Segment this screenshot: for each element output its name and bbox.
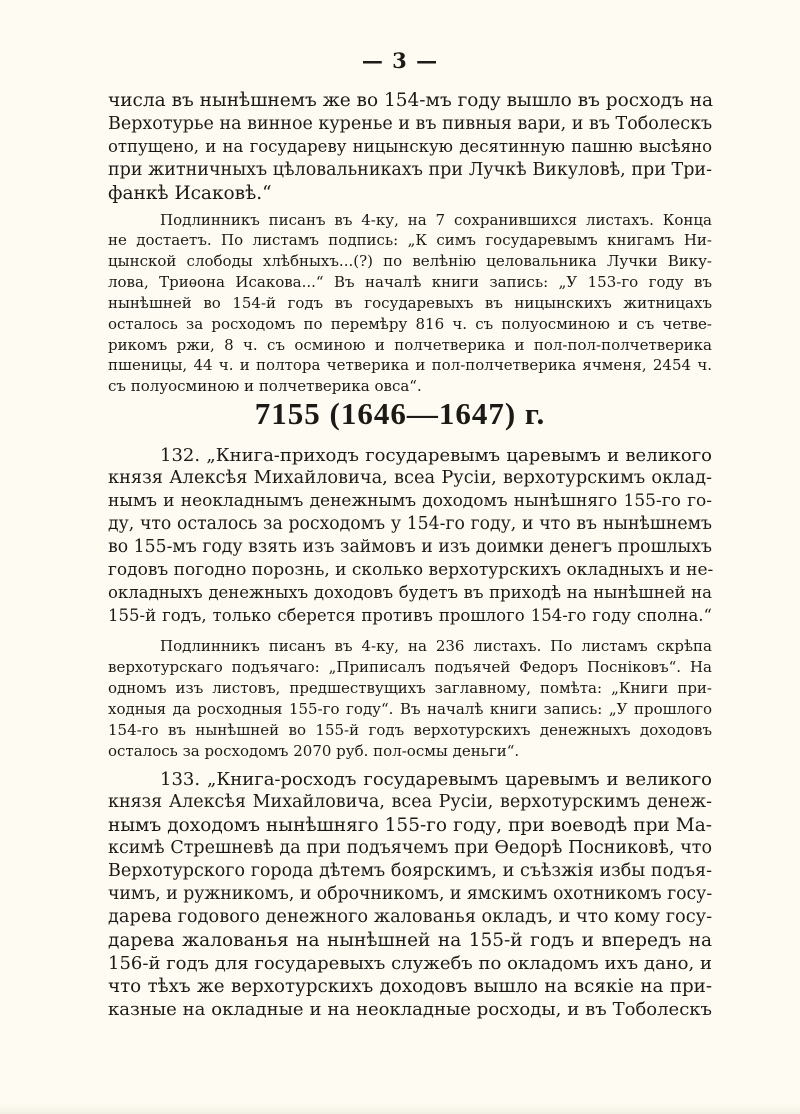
note-line: не достаетъ. По листамъ подпись: „К симъ государевымъ книгамъ Ни- [108, 231, 712, 249]
year-heading: 7155 (1646—1647) г. [254, 396, 546, 431]
entry-line: ду, что осталось за росходомъ у 154-го году, и что въ нынѣшнемъ [108, 514, 712, 534]
note-line: нынѣшней во 154-й годъ въ государевыхъ въ ницынскихъ житницахъ [108, 294, 712, 312]
note-line: осталось за росходомъ 2070 руб. пол-осмы деньги“. [108, 742, 520, 760]
entry-line: во 155-мъ году взять изъ займовъ и изъ доимки денегъ прошлыхъ [108, 537, 712, 557]
note-line: рикомъ ржи, 8 ч. съ осминою и полчетверика и пол-пол-полчетверика [108, 336, 712, 354]
note-line: одномъ изъ листовъ, предшествущихъ заглавному, помѣта: „Книги при- [108, 679, 712, 697]
entry-line: чимъ, и ружникомъ, и оброчникомъ, и ямскимъ охотникомъ госу- [108, 884, 713, 904]
entry-line: дарева годового денежного жалованья окладъ, и что кому госу- [108, 907, 713, 927]
note-line: Подлинникъ писанъ въ 4-ку, на 236 листахъ. По листамъ скрѣпа [160, 637, 712, 655]
entry-line: Верхотурского города дѣтемъ боярскимъ, и съѣзжія избы подъя- [108, 861, 712, 881]
entry-line: 155-й годъ, только сберется противъ прошлого 154-го году сполна.“ [108, 606, 712, 625]
text-line: фанкѣ Исаковѣ.“ [108, 183, 272, 204]
note-line: пшеницы, 44 ч. и полтора четверика и пол-полчетверика ячменя, 2454 ч. [108, 356, 712, 374]
text-line: числа въ нынѣшнемъ же во 154-мъ году вышло въ росходъ на [108, 90, 714, 111]
entry-line: князя Алексѣя Михайловича, всеа Русіи, верхотурскимъ денеж- [108, 792, 712, 812]
entry-line: казные на окладные и на неокладные росходы, и въ Тоболескъ [108, 999, 712, 1020]
text-line: отпущено, и на государеву ницынскую десятинную пашню высѣяно [108, 137, 712, 156]
note-line: Подлинникъ писанъ въ 4-ку, на 7 сохранившихся листахъ. Конца [160, 211, 712, 229]
note-line: ходныя да росходныя 155-го году“. Въ началѣ книги запись: „У прошлого [108, 700, 712, 718]
entry-line: ксимѣ Стрешневѣ да при подъячемъ при Ѳедорѣ Посниковѣ, что [108, 838, 712, 858]
text-line: Верхотурье на винное куренье и въ пивныя вари, и въ Тоболескъ [108, 114, 713, 134]
entry-line: 132. „Книга-приходъ государевымъ царевымъ и великого [160, 445, 712, 466]
note-line: верхотурскаго подъячаго: „Приписалъ подъячей Федоръ Посніковъ“. На [108, 658, 712, 676]
page-number: — 3 — [361, 48, 439, 73]
entry-line: что тѣхъ же верхотурскихъ доходовъ вышло на всякіе на при- [108, 976, 712, 997]
entry-line: 133. „Книга-росходъ государевымъ царевымъ и великого [160, 769, 712, 790]
entry-line: 156-й годъ для государевыхъ служебъ по окладомъ ихъ дано, и [108, 953, 712, 974]
entry-line: дарева жалованья на нынѣшней на 155-й годъ и впередъ на [108, 930, 712, 951]
entry-line: князя Алексѣя Михайловича, всеа Русіи, верхотурскимъ оклад- [108, 468, 712, 488]
note-line: съ полуосминою и полчетверика овса“. [108, 377, 422, 395]
entry-line: нымъ и неокладнымъ денежнымъ доходомъ нынѣшняго 155-го го- [108, 491, 712, 511]
page-edge [0, 1104, 800, 1114]
entry-line: годовъ погодно порознь, и сколько верхотурскихъ окладныхъ и не- [108, 560, 714, 580]
note-line: 154-го въ нынѣшней во 155-й годъ верхотурскихъ денежныхъ доходовъ [108, 721, 712, 739]
note-line: цынской слободы хлѣбныхъ...(?) по велѣнію целовальника Лучки Вику- [108, 252, 712, 270]
note-line: осталось за росходомъ по перемѣру 816 ч. съ полуосминою и съ четве- [108, 315, 712, 333]
text-line: при житничныхъ цѣловальникахъ при Лучкѣ Викуловѣ, при Три- [108, 160, 712, 180]
entry-line: нымъ доходомъ нынѣшняго 155-го году, при воеводѣ при Ма- [108, 815, 712, 836]
entry-line: окладныхъ денежныхъ доходовъ будетъ въ приходѣ на нынѣшней на [108, 583, 712, 602]
note-line: лова, Триѳона Исакова...“ Въ началѣ книги запись: „У 153-го году въ [108, 273, 712, 291]
